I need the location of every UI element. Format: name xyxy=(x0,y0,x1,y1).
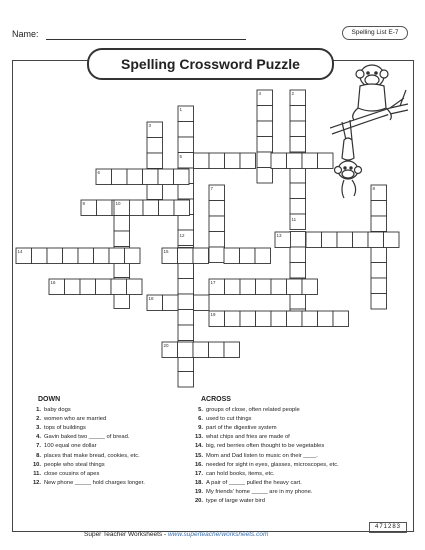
grid-cell[interactable] xyxy=(96,279,112,295)
grid-cell[interactable] xyxy=(224,342,240,358)
grid-cell[interactable] xyxy=(174,169,190,185)
grid-cell[interactable] xyxy=(290,106,306,122)
grid-cell[interactable] xyxy=(193,248,209,264)
clue-text: type of large water bird xyxy=(206,498,265,504)
grid-cell[interactable] xyxy=(287,153,303,169)
grid-cell[interactable] xyxy=(371,216,387,232)
grid-cell[interactable] xyxy=(63,248,79,264)
clue-number: 5. xyxy=(198,407,203,413)
grid-cell[interactable] xyxy=(143,200,159,216)
grid-cell[interactable] xyxy=(225,279,241,295)
clue-number-label: 8 xyxy=(372,186,376,191)
clue-number-label: 6 xyxy=(97,170,101,175)
grid-cell[interactable] xyxy=(178,325,194,341)
grid-cell[interactable] xyxy=(371,201,387,217)
grid-cell[interactable] xyxy=(209,201,225,217)
clue-number-label: 17 xyxy=(210,280,216,285)
grid-cell[interactable] xyxy=(384,232,400,248)
grid-cell[interactable] xyxy=(256,311,272,327)
grid-cell[interactable] xyxy=(368,232,384,248)
clue-number: 20. xyxy=(194,498,203,504)
clue-item xyxy=(192,480,302,486)
clue-item xyxy=(30,434,129,440)
clue-text: groups of close, often related people xyxy=(206,407,300,413)
grid-cell[interactable] xyxy=(240,248,256,264)
grid-cell[interactable] xyxy=(193,342,209,358)
grid-cell[interactable] xyxy=(94,248,110,264)
clue-text: close cousins of apes xyxy=(44,470,100,477)
clue-item xyxy=(192,416,251,422)
clue-text: needed for sight in eyes, glasses, microscopes, etc. xyxy=(206,461,339,468)
grid-cell[interactable] xyxy=(127,279,143,295)
grid-cell[interactable] xyxy=(318,311,334,327)
grid-cell[interactable] xyxy=(290,199,306,215)
puzzle-title: Spelling Crossword Puzzle xyxy=(87,48,334,80)
clue-text: New phone _____ hold charges longer. xyxy=(44,479,145,486)
clue-text: women who are married xyxy=(44,416,107,423)
grid-cell[interactable] xyxy=(125,248,141,264)
clue-text: big, red berries often thought to be vegetables xyxy=(206,443,325,450)
clue-item xyxy=(192,407,300,413)
grid-cell[interactable] xyxy=(178,137,194,153)
grid-cell[interactable] xyxy=(271,311,287,327)
clue-number-label: 5 xyxy=(179,154,183,159)
clue-number: 1. xyxy=(36,407,41,413)
clue-item xyxy=(192,498,265,504)
spelling-list-badge: Spelling List E-7 xyxy=(342,26,408,40)
grid-cell[interactable] xyxy=(290,263,306,279)
clue-number-label: 4 xyxy=(258,91,262,96)
clue-item xyxy=(30,480,145,486)
clue-item xyxy=(30,453,140,459)
clue-number: 2. xyxy=(36,416,41,423)
clue-number-label: 10 xyxy=(115,201,121,206)
clue-text: A pair of _____ pulled the heavy cart. xyxy=(206,479,302,486)
grid-cell[interactable] xyxy=(257,121,273,137)
grid-cell[interactable] xyxy=(302,153,318,169)
grid-cell[interactable] xyxy=(371,247,387,263)
clue-text: people who steal things xyxy=(44,461,105,468)
grid-cell[interactable] xyxy=(209,216,225,232)
clue-number: 11. xyxy=(33,470,41,477)
grid-cell[interactable] xyxy=(178,122,194,138)
name-label: Name: xyxy=(12,29,39,39)
clue-number-label: 15 xyxy=(163,249,169,254)
clue-number: 19. xyxy=(194,488,203,495)
worksheet-code: 471283 xyxy=(369,522,407,533)
grid-cell[interactable] xyxy=(271,153,287,169)
grid-cell[interactable] xyxy=(143,169,159,185)
grid-cell[interactable] xyxy=(178,215,194,231)
grid-cell[interactable] xyxy=(257,137,273,153)
clue-text: Mom and Dad listen to music on their ____. xyxy=(206,452,318,459)
grid-cell[interactable] xyxy=(174,200,190,216)
grid-cell[interactable] xyxy=(209,153,225,169)
clue-number: 8. xyxy=(36,452,41,459)
clue-number-label: 2 xyxy=(291,91,295,96)
clue-text: 100 equal one dollar xyxy=(44,443,97,450)
clue-item xyxy=(192,443,324,449)
clue-item xyxy=(30,443,97,449)
clue-number-label: 3 xyxy=(148,123,152,128)
clue-text: places that make bread, cookies, etc. xyxy=(44,452,140,459)
grid-cell[interactable] xyxy=(178,372,194,388)
clue-number: 3. xyxy=(36,425,41,432)
grid-cell[interactable] xyxy=(158,169,174,185)
grid-cell[interactable] xyxy=(47,248,63,264)
grid-cell[interactable] xyxy=(147,184,163,200)
grid-cell[interactable] xyxy=(111,279,127,295)
clue-text: can hold books, items, etc. xyxy=(206,470,275,477)
clue-text: Gavin baked two _____ of bread. xyxy=(44,434,130,441)
grid-cell[interactable] xyxy=(290,294,306,310)
clue-number-label: 19 xyxy=(210,312,216,317)
clue-number-label: 13 xyxy=(276,233,282,238)
grid-cell[interactable] xyxy=(209,247,225,263)
clue-number: 13. xyxy=(194,434,203,441)
grid-cell[interactable] xyxy=(32,248,48,264)
grid-cell[interactable] xyxy=(163,295,179,311)
grid-cell[interactable] xyxy=(159,200,175,216)
grid-cell[interactable] xyxy=(109,248,125,264)
grid-cell[interactable] xyxy=(257,168,273,184)
clue-number: 12. xyxy=(32,479,41,486)
grid-cell[interactable] xyxy=(290,232,306,248)
sitting-monkey-icon xyxy=(353,65,392,120)
grid-cell[interactable] xyxy=(178,184,194,200)
grid-cell[interactable] xyxy=(224,248,240,264)
grid-cell[interactable] xyxy=(240,311,256,327)
grid-cell[interactable] xyxy=(178,279,194,295)
grid-cell[interactable] xyxy=(147,153,163,169)
grid-cell[interactable] xyxy=(178,263,194,279)
grid-cell[interactable] xyxy=(240,279,256,295)
clue-item xyxy=(192,453,318,459)
clue-number-label: 11 xyxy=(291,217,297,222)
grid-cell[interactable] xyxy=(337,232,353,248)
clue-item xyxy=(30,416,106,422)
grid-cell[interactable] xyxy=(290,121,306,137)
grid-cell[interactable] xyxy=(290,137,306,153)
grid-cell[interactable] xyxy=(271,279,287,295)
grid-cell[interactable] xyxy=(114,262,130,278)
footer-brand: Super Teacher Worksheets xyxy=(84,531,163,538)
grid-cell[interactable] xyxy=(178,248,194,264)
grid-cell[interactable] xyxy=(147,138,163,154)
grid-cell[interactable] xyxy=(287,311,303,327)
grid-cell[interactable] xyxy=(194,153,210,169)
grid-cell[interactable] xyxy=(65,279,81,295)
grid-cell[interactable] xyxy=(127,169,143,185)
grid-cell[interactable] xyxy=(353,232,369,248)
grid-cell[interactable] xyxy=(302,311,318,327)
clue-item xyxy=(30,407,71,413)
clue-number: 15. xyxy=(194,452,203,459)
clue-number: 10. xyxy=(32,461,41,468)
grid-cell[interactable] xyxy=(112,169,128,185)
clue-text: baby dogs xyxy=(44,407,71,413)
clue-number: 9. xyxy=(198,425,203,432)
clue-item xyxy=(192,489,312,495)
clue-text: tops of buildings xyxy=(44,425,86,432)
grid-cell[interactable] xyxy=(333,311,349,327)
clue-number: 4. xyxy=(36,434,41,441)
clue-item xyxy=(30,471,99,477)
clue-item xyxy=(192,462,339,468)
grid-cell[interactable] xyxy=(322,232,338,248)
clue-number-label: 20 xyxy=(163,343,169,348)
grid-cell[interactable] xyxy=(209,342,225,358)
clue-number-label: 1 xyxy=(179,107,183,112)
footer-url[interactable]: www.superteacherworksheets.com xyxy=(167,531,269,538)
clue-item xyxy=(192,434,290,440)
clue-number: 7. xyxy=(36,443,41,450)
clue-number-label: 14 xyxy=(17,249,23,254)
grid-cell[interactable] xyxy=(194,295,210,311)
grid-cell[interactable] xyxy=(306,232,322,248)
grid-cell[interactable] xyxy=(287,279,303,295)
grid-cell[interactable] xyxy=(257,152,273,168)
clue-number: 17. xyxy=(194,470,203,477)
grid-cell[interactable] xyxy=(114,231,130,247)
grid-cell[interactable] xyxy=(240,153,256,169)
footer-separator: - xyxy=(162,531,168,538)
grid-cell[interactable] xyxy=(78,248,94,264)
clue-number-label: 7 xyxy=(210,186,214,191)
footer xyxy=(84,531,268,538)
grid-cell[interactable] xyxy=(256,279,272,295)
clue-number: 14. xyxy=(194,443,203,450)
clue-text: used to cut things xyxy=(206,416,252,423)
clue-text: My friends' home _____ are in my phone. xyxy=(206,488,313,495)
grid-cell[interactable] xyxy=(371,263,387,279)
grid-cell[interactable] xyxy=(225,153,241,169)
clue-item xyxy=(192,425,277,431)
clue-number-label: 9 xyxy=(82,201,86,206)
grid-cell[interactable] xyxy=(97,200,113,216)
clue-text: what chips and fries are made of xyxy=(206,434,290,441)
grid-cell[interactable] xyxy=(255,248,271,264)
clue-number: 6. xyxy=(198,416,203,423)
clue-text: part of the digestive system xyxy=(206,425,277,432)
monkeys-illustration xyxy=(330,60,410,200)
grid-cell[interactable] xyxy=(225,311,241,327)
grid-cell[interactable] xyxy=(302,279,318,295)
across-heading: ACROSS xyxy=(201,396,231,403)
clue-number-label: 12 xyxy=(179,233,185,238)
grid-cell[interactable] xyxy=(80,279,96,295)
grid-cell[interactable] xyxy=(178,310,194,326)
grid-cell[interactable] xyxy=(290,168,306,184)
down-heading: DOWN xyxy=(38,396,61,403)
grid-cell[interactable] xyxy=(290,247,306,263)
clue-number: 16. xyxy=(194,461,203,468)
grid-cell[interactable] xyxy=(371,278,387,294)
clue-item xyxy=(192,471,275,477)
grid-cell[interactable] xyxy=(209,232,225,248)
grid-cell[interactable] xyxy=(178,356,194,372)
grid-cell[interactable] xyxy=(290,183,306,199)
clue-item xyxy=(30,425,86,431)
clue-number-label: 16 xyxy=(50,280,56,285)
grid-cell[interactable] xyxy=(257,106,273,122)
clue-number: 18. xyxy=(194,479,203,486)
grid-cell[interactable] xyxy=(371,294,387,310)
grid-cell[interactable] xyxy=(178,342,194,358)
grid-cell[interactable] xyxy=(178,294,194,310)
clue-number-label: 18 xyxy=(148,296,154,301)
grid-cell[interactable] xyxy=(114,293,130,309)
clue-item xyxy=(30,462,105,468)
grid-cell[interactable] xyxy=(114,216,130,232)
